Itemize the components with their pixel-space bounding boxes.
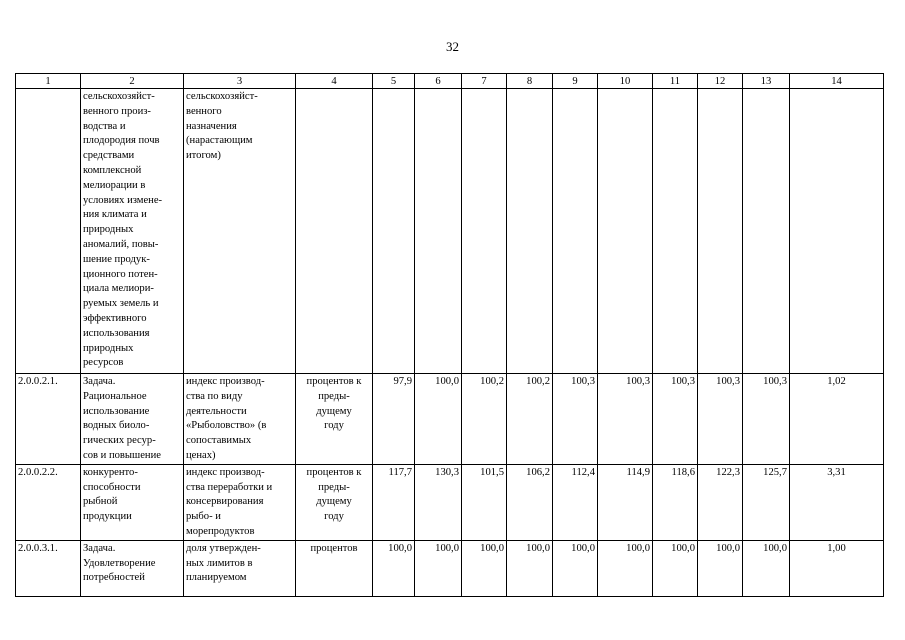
value-cell [553,89,598,374]
indicator-text: индекс производ- ства переработки и консервирования рыбо- и морепродуктов [186,466,273,537]
unit-cell [296,374,373,465]
value-cell: 100,0 [698,540,743,596]
value-cell: 100,0 [598,540,653,596]
value-cell: 100,3 [653,374,698,465]
value-cell: 122,3 [698,464,743,540]
header-cell: 8 [507,74,553,89]
row-code: 2.0.0.2.1. [16,374,81,465]
row-code: 2.0.0.2.2. [16,464,81,540]
table-row [16,540,884,596]
value-cell: 97,9 [373,374,415,465]
table-row [16,464,884,540]
value-cell: 118,6 [653,464,698,540]
unit-text: процентов [310,542,358,554]
indicators-table [15,73,884,597]
header-cell: 12 [698,74,743,89]
goal-text: конкуренто- способности рыбной продукции [83,466,141,523]
value-cell: 100,0 [415,374,462,465]
value-cell: 100,3 [743,374,790,465]
value-cell: 100,0 [415,540,462,596]
total-cell: 1,02 [790,374,884,465]
row-code [16,89,81,374]
value-cell [698,89,743,374]
indicator-cell [184,464,296,540]
value-cell: 100,0 [507,540,553,596]
value-cell: 100,0 [462,540,507,596]
goal-cell [81,464,184,540]
header-cell: 4 [296,74,373,89]
indicator-cell [184,374,296,465]
value-cell: 100,3 [598,374,653,465]
value-cell: 114,9 [598,464,653,540]
indicator-text: индекс производ- ства по виду деятельности «Рыболовство» (в сопоставимых ценах) [186,376,267,461]
value-cell [462,89,507,374]
value-cell [598,89,653,374]
header-cell: 5 [373,74,415,89]
value-cell: 100,2 [462,374,507,465]
header-cell: 10 [598,74,653,89]
value-cell: 101,5 [462,464,507,540]
value-cell: 106,2 [507,464,553,540]
value-cell: 112,4 [553,464,598,540]
goal-text: Задача. Рациональное использование водных биоло- гических ресур- сов и повышение [83,376,161,461]
value-cell [373,89,415,374]
value-cell [653,89,698,374]
header-cell: 13 [743,74,790,89]
goal-cell [81,540,184,596]
goal-text: сельскохозяйст- венного произ- водства и плодородия почв средствами комплексной мелиорации в условиях измене- ния климата и природных аномалий, повы- шение продук- ционного потен- циала мелиори- руемых земель и эффективного использования природных ресурсов [83,91,163,369]
header-row [16,74,884,89]
header-cell: 2 [81,74,184,89]
unit-cell [296,464,373,540]
table-row [16,89,884,374]
value-cell: 100,0 [553,540,598,596]
value-cell: 100,3 [698,374,743,465]
value-cell: 100,0 [373,540,415,596]
value-cell: 130,3 [415,464,462,540]
header-cell: 9 [553,74,598,89]
unit-cell [296,89,373,374]
indicator-text: сельскохозяйст- венного назначения (нарастающим итогом) [186,91,258,162]
header-cell: 3 [184,74,296,89]
unit-text: процентов к преды- дущему году [306,466,362,523]
value-cell: 100,3 [553,374,598,465]
value-cell: 100,0 [743,540,790,596]
indicator-text: доля утвержден- ных лимитов в планируемом [186,542,261,584]
header-cell: 14 [790,74,884,89]
total-cell: 3,31 [790,464,884,540]
header-cell: 6 [415,74,462,89]
header-cell: 11 [653,74,698,89]
row-code: 2.0.0.3.1. [16,540,81,596]
total-cell: 1,00 [790,540,884,596]
value-cell [415,89,462,374]
value-cell: 100,2 [507,374,553,465]
value-cell: 117,7 [373,464,415,540]
value-cell: 100,0 [653,540,698,596]
goal-text: Задача. Удовлетворение потребностей [83,542,156,584]
unit-text: процентов к преды- дущему году [306,376,362,432]
table-row [16,374,884,465]
unit-cell [296,540,373,596]
value-cell: 125,7 [743,464,790,540]
header-cell: 7 [462,74,507,89]
value-cell [743,89,790,374]
header-cell: 1 [16,74,81,89]
total-cell [790,89,884,374]
page-number: 32 [446,39,459,54]
goal-cell [81,374,184,465]
indicator-cell [184,89,296,374]
value-cell [507,89,553,374]
goal-cell [81,89,184,374]
indicator-cell [184,540,296,596]
